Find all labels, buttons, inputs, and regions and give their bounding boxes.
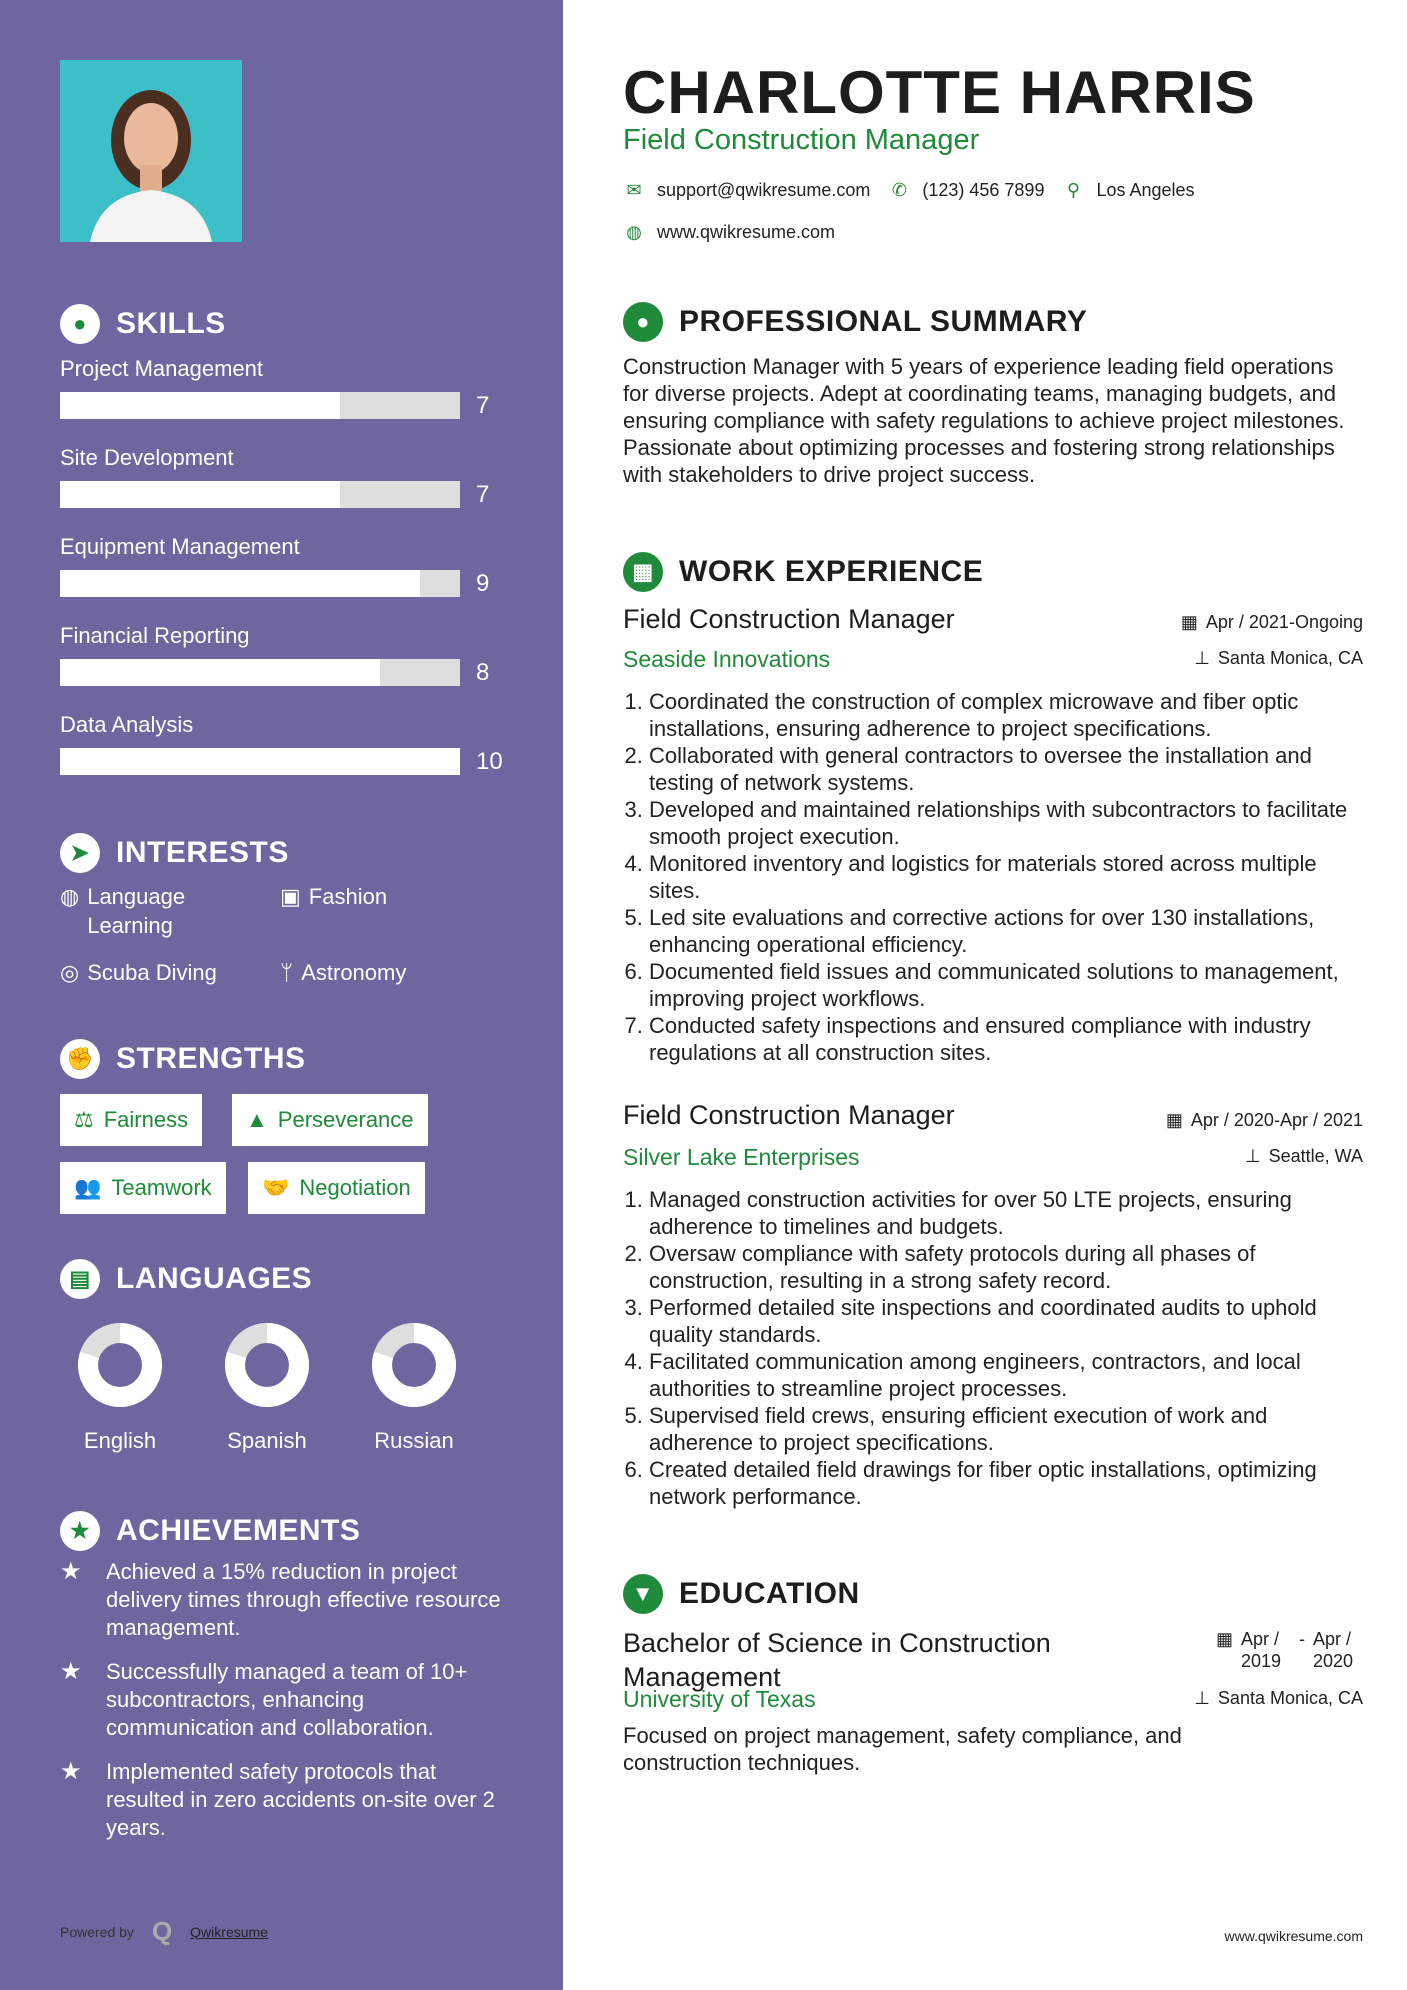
education-dates: ▦ Apr / 2019 - Apr / 2020 (1215, 1629, 1354, 1671)
language-label: Russian (374, 1428, 454, 1453)
job-bullet: 3. Developed and maintained relationships with subcontractors to facilitate smooth project execution. (649, 796, 1363, 850)
powered-by: Powered by Q Qwikresume (60, 1916, 268, 1946)
achievement-item: ★ Successfully managed a team of 10+ subcontractors, enhancing communication and collaboration. (60, 1658, 468, 1740)
skill-bar (60, 570, 460, 597)
briefcase-icon: ▦ (623, 552, 663, 592)
skill-bar-fill (60, 570, 420, 597)
summary-heading: ● PROFESSIONAL SUMMARY (623, 302, 1087, 342)
skill-item (60, 445, 520, 508)
strength-tag: 🤝 Negotiation (248, 1162, 425, 1214)
achievement-item: ★ Achieved a 15% reduction in project delivery times through effective resource management. (60, 1558, 501, 1640)
strengths-heading: ✊ STRENGTHS (60, 1039, 306, 1079)
job-bullet: 3. Performed detailed site inspections and coordinated audits to uphold quality standards. (649, 1294, 1363, 1348)
scale-icon: ⚖ (74, 1107, 94, 1132)
skill-bar (60, 659, 460, 686)
skill-item (60, 712, 520, 775)
skill-value: 8 (476, 659, 490, 686)
skill-value: 7 (476, 481, 490, 508)
job-title: Field Construction Manager (623, 604, 955, 634)
fist-icon: ✊ (60, 1039, 100, 1079)
calendar-icon: ▦ (1165, 1110, 1183, 1130)
star-icon: ★ (60, 1511, 100, 1551)
envelope-icon: ✉ (626, 180, 642, 200)
globe-icon: ◍ (626, 222, 642, 242)
email[interactable]: support@qwikresume.com (657, 180, 871, 200)
skill-label: Data Analysis (60, 712, 194, 737)
strength-tag: ⚖ Fairness (60, 1094, 202, 1146)
degree: Bachelor of Science in Construction Management (623, 1628, 1051, 1692)
interest-item: ᛘ Astronomy (280, 960, 407, 985)
qwikresume-link[interactable]: Qwikresume (190, 1923, 268, 1940)
location: Los Angeles (1096, 180, 1195, 200)
education-text: Focused on project management, safety compliance, and construction techniques. (623, 1723, 1182, 1775)
job-bullet: 1. Coordinated the construction of complex microwave and fiber optic installations, ensuring adherence to project specifications. (649, 688, 1363, 742)
job-bullets (623, 1186, 1363, 1510)
star-icon: ★ (60, 1658, 82, 1685)
skill-bar (60, 392, 460, 419)
language-label: Spanish (227, 1428, 307, 1453)
job-location: ⊥ Santa Monica, CA (1194, 648, 1363, 668)
skill-label: Financial Reporting (60, 623, 250, 648)
strength-tag: 👥 Teamwork (60, 1162, 226, 1214)
job-bullet: 6. Documented field issues and communicated solutions to management, improving project workflows. (649, 958, 1363, 1012)
interest-item: ◍ Language Learning (60, 884, 186, 938)
phone: (123) 456 7899 (922, 180, 1045, 200)
language-item (202, 1320, 332, 1454)
life-ring-icon: ◎ (60, 960, 80, 985)
job-bullet: 1. Managed construction activities for over 50 LTE projects, ensuring adherence to timelines and budgets. (649, 1186, 1363, 1240)
education-heading: ▼ EDUCATION (623, 1574, 860, 1614)
pin-icon: ⊥ (1194, 648, 1210, 668)
job-bullet: 2. Oversaw compliance with safety protocols during all phases of construction, resulting in a strong safety record. (649, 1240, 1363, 1294)
graduation-icon: ▼ (623, 1574, 663, 1614)
job-bullet: 6. Created detailed field drawings for fiber optic installations, optimizing network performance. (649, 1456, 1363, 1510)
job-title: Field Construction Manager (623, 1100, 955, 1130)
interest-item: ▣ Fashion (280, 884, 388, 909)
sidebar (0, 0, 563, 1990)
skill-bar-fill (60, 481, 340, 508)
strength-tag: ▲ Perseverance (232, 1094, 428, 1146)
footer-website[interactable]: www.qwikresume.com (1224, 1928, 1363, 1944)
skill-label: Project Management (60, 356, 263, 381)
qwikresume-logo-icon: Q (151, 1916, 173, 1946)
job-dates: ▦ Apr / 2020-Apr / 2021 (1165, 1110, 1363, 1130)
language-donut (75, 1320, 165, 1410)
job-bullet: 5. Supervised field crews, ensuring efficient execution of work and adherence to project specifications. (649, 1402, 1363, 1456)
job-bullet: 2. Collaborated with general contractors to oversee the installation and testing of network systems. (649, 742, 1363, 796)
users-icon: 👥 (74, 1175, 102, 1200)
company: Silver Lake Enterprises (623, 1144, 860, 1170)
candidate-title: Field Construction Manager (623, 124, 980, 156)
job-dates: ▦ Apr / 2021-Ongoing (1180, 612, 1363, 632)
star-icon: ★ (60, 1758, 82, 1785)
skill-item (60, 623, 520, 686)
skill-value: 9 (476, 570, 490, 597)
achievements-heading: ★ ACHIEVEMENTS (60, 1511, 360, 1551)
languages-heading: ▤ LANGUAGES (60, 1259, 312, 1299)
bag-icon: ▣ (280, 884, 301, 909)
skill-bar (60, 748, 460, 775)
skill-bar (60, 481, 460, 508)
skill-bar-fill (60, 392, 340, 419)
job-bullets (623, 688, 1363, 1066)
language-donut (222, 1320, 312, 1410)
skills-heading: ● SKILLS (60, 304, 226, 344)
website-row (623, 222, 835, 243)
handshake-icon: 🤝 (262, 1175, 290, 1200)
skill-item (60, 356, 520, 419)
pin-icon: ⊥ (1244, 1146, 1261, 1166)
contact-row (623, 180, 1195, 201)
paper-plane-icon: ➤ (60, 833, 100, 873)
education-location: ⊥ Santa Monica, CA (1194, 1688, 1363, 1708)
language-donut (369, 1320, 459, 1410)
skill-label: Site Development (60, 445, 234, 470)
skill-bar-fill (60, 748, 460, 775)
job-bullet: 5. Led site evaluations and corrective actions for over 130 installations, enhancing operational efficiency. (649, 904, 1363, 958)
job-bullet: 7. Conducted safety inspections and ensured compliance with industry regulations at all construction sites. (649, 1012, 1363, 1066)
interests-heading: ➤ INTERESTS (60, 833, 289, 873)
profile-photo (60, 60, 242, 242)
job-bullet: 4. Facilitated communication among engineers, contractors, and local authorities to streamline project processes. (649, 1348, 1363, 1402)
map-pin-icon: ⚲ (1066, 180, 1081, 200)
calendar-icon: ▦ (1180, 612, 1198, 632)
skill-value: 10 (476, 748, 503, 775)
skill-value: 7 (476, 392, 490, 419)
experience-heading: ▦ WORK EXPERIENCE (623, 552, 983, 592)
company: Seaside Innovations (623, 646, 831, 672)
achievement-item: ★ Implemented safety protocols that resulted in zero accidents on-site over 2 years. (60, 1758, 495, 1840)
candidate-name: CHARLOTTE HARRIS (623, 59, 1256, 126)
calendar-icon: ▦ (1215, 1629, 1233, 1649)
phone-icon: ✆ (891, 180, 907, 200)
language-label: English (83, 1428, 157, 1453)
website[interactable]: www.qwikresume.com (657, 222, 836, 242)
skill-bar-fill (60, 659, 380, 686)
globe-icon: ◍ (60, 884, 80, 909)
interest-item: ◎ Scuba Diving (60, 960, 217, 985)
language-icon: ▤ (60, 1259, 100, 1299)
job-location: ⊥ Seattle, WA (1244, 1146, 1363, 1166)
road-icon: ▲ (246, 1107, 268, 1132)
language-item (349, 1320, 479, 1454)
skill-item (60, 534, 520, 597)
skill-label: Equipment Management (60, 534, 300, 559)
pin-icon: ⊥ (1194, 1688, 1210, 1708)
school: University of Texas (623, 1686, 816, 1712)
language-item (55, 1320, 185, 1454)
summary-text: Construction Manager with 5 years of experience leading field operations for diverse projects. Adept at coordinating teams, managing budgets, and ensuring compliance with safety regulations to achieve project milestones. Passionate about optimizing processes and fostering strong relationships with stakeholders to drive project success. (623, 354, 1345, 487)
job-bullet: 4. Monitored inventory and logistics for materials stored across multiple sites. (649, 850, 1363, 904)
user-icon: ● (623, 302, 663, 342)
date-separator: - (1299, 1629, 1305, 1649)
utensils-icon: ᛘ (280, 960, 294, 985)
lightbulb-icon: ● (60, 304, 100, 344)
star-icon: ★ (60, 1558, 82, 1585)
